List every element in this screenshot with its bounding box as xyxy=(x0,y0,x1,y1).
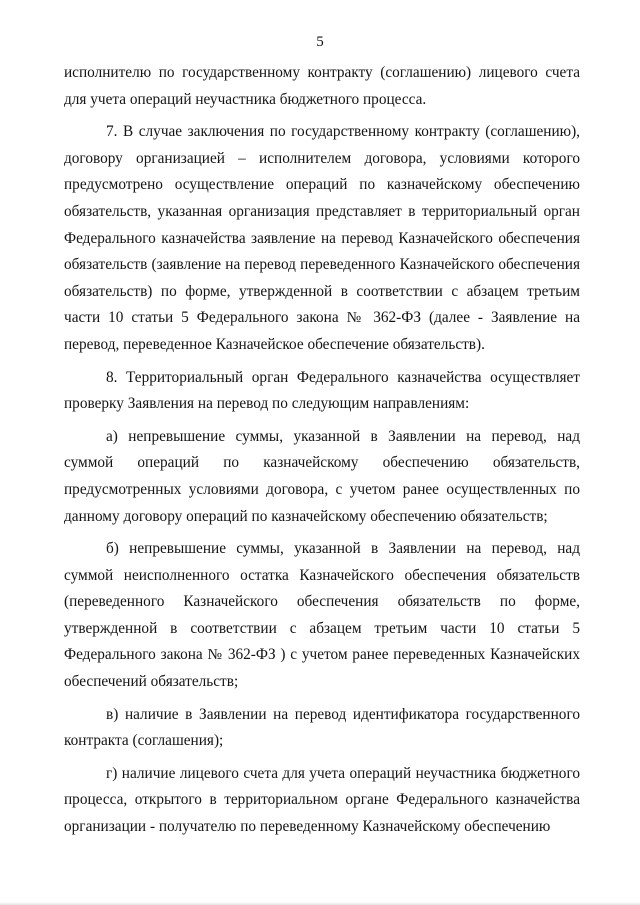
paragraph-8-a: а) непревышение суммы, указанной в Заявлении на перевод, над суммой операций по казначейскому обеспечению обязательств, предусмотренных условиями договора, с учетом ранее осуществленных по данному договору операций по казначейскому обеспечению обязательств; xyxy=(64,427,580,525)
paragraph-8-b: б) непревышение суммы, указанной в Заявлении на перевод, над суммой неисполненного остатка Казначейского обеспечения обязательств (переведенного Казначейского обеспечения обязательств по форме, утвержденной в соответствии с абзацем третьим части 10 статьи 5 Федерального закона № 362-ФЗ ) с учетом ранее переведенных Казначейских обеспечений обязательств; xyxy=(64,540,580,691)
paragraph-8-v: в) наличие в Заявлении на перевод идентификатора государственного контракта (соглашения); xyxy=(64,705,580,750)
paragraph-7: 7. В случае заключения по государственному контракту (соглашению), договору организацией – исполнителем договора, условиями которого предусмотрено осуществление операций по казначейскому обеспечению обязательств, указанная организация представляет в территориальный орган Федерального казначейства заявление на перевод Казначейского обеспечения обязательств (заявление на перевод переведенного Казначейского обеспечения обязательств) по форме, утвержденной в соответствии с абзацем третьим части 10 статьи 5 Федерального закона № 362-ФЗ (далее - Заявление на перевод, переведенное Казначейское обеспечение обязательств). xyxy=(64,123,580,353)
paragraph-8: 8. Территориальный орган Федерального казначейства осуществляет проверку Заявления на перевод по следующим направлениям: xyxy=(64,368,580,413)
document-body xyxy=(64,60,580,847)
paragraph-continuation: исполнителю по государственному контракту (соглашению) лицевого счета для учета операций неучастника бюджетного процесса. xyxy=(64,64,580,108)
paragraph-8-g: г) наличие лицевого счета для учета операций неучастника бюджетного процесса, открытого в территориальном органе Федерального казначейства организации - получателю по переведенному Казначейскому обеспечению xyxy=(64,764,580,836)
page-number: 5 xyxy=(316,34,324,50)
